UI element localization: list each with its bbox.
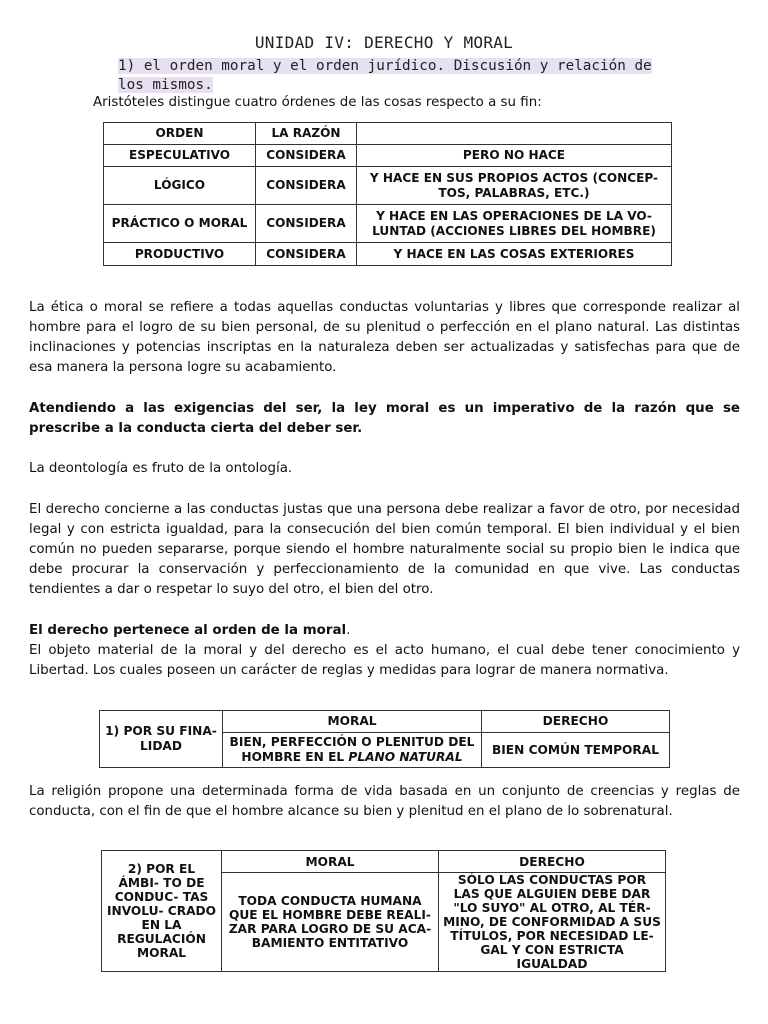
table-cell: PRODUCTIVO bbox=[104, 243, 256, 266]
section-subtitle bbox=[118, 57, 676, 95]
page-title: UNIDAD IV: DERECHO Y MORAL bbox=[254, 33, 514, 52]
table-row bbox=[104, 167, 672, 205]
row-label-cell: 2) POR EL ÁMBI- TO DE CONDUC- TAS INVOLU- CRADO EN LA REGULACIÓN MORAL bbox=[102, 851, 222, 972]
table-header-cell: DERECHO bbox=[482, 711, 670, 733]
table-cell bbox=[223, 733, 482, 768]
table-cell: Y HACE EN SUS PROPIOS ACTOS (CONCEP- TOS, PALABRAS, ETC.) bbox=[357, 167, 672, 205]
table-header-cell: MORAL bbox=[222, 851, 439, 873]
paragraph-object: El objeto material de la moral y del derecho es el acto humano, el cual debe tener conocimiento y Libertad. Los cuales poseen un carácter de reglas y medidas para lograr de manera normativa. bbox=[29, 643, 740, 678]
plano-natural-text: PLANO NATURAL bbox=[348, 750, 463, 764]
table-header-cell: LA RAZÓN bbox=[256, 123, 357, 145]
scope-table bbox=[101, 850, 666, 972]
table-cell: ESPECULATIVO bbox=[104, 145, 256, 167]
paragraph-ethics: La ética o moral se refiere a todas aquellas conductas voluntarias y libres que corresponde realizar al hombre para el logro de su bien personal, de su plenitud o perfección en el plano natural. Las distintas inclinaciones y potencias inscriptas en la naturaleza deben ser actualizadas y satisfechas para que de esa manera la persona logre su acabamiento. bbox=[29, 300, 740, 375]
intro-text: Aristóteles distingue cuatro órdenes de las cosas respecto a su fin: bbox=[93, 95, 542, 110]
table-header-cell: DERECHO bbox=[439, 851, 666, 873]
table-header-row bbox=[102, 851, 666, 873]
table-cell: TODA CONDUCTA HUMANA QUE EL HOMBRE DEBE REALI- ZAR PARA LOGRO DE SU ACA- BAMIENTO ENTITATIVO bbox=[222, 873, 439, 972]
table-cell: Y HACE EN LAS OPERACIONES DE LA VO- LUNTAD (ACCIONES LIBRES DEL HOMBRE) bbox=[357, 205, 672, 243]
moral-purpose-text: BIEN, PERFECCIÓN O PLENITUD DEL HOMBRE EN EL bbox=[229, 735, 475, 764]
law-moral-bold: El derecho pertenece al orden de la moral bbox=[29, 623, 347, 638]
table-header-cell: MORAL bbox=[223, 711, 482, 733]
paragraph-deontology: La deontología es fruto de la ontología. bbox=[29, 461, 293, 476]
paragraph-law: El derecho concierne a las conductas justas que una persona debe realizar a favor de otro, por necesidad legal y con estricta igualdad, para la consecución del bien común temporal. El bien individual y el bien común no pueden separarse, porque siendo el hombre naturalmente social su propio bien le indica que debe procurar la conservación y perfeccionamiento de la comunidad en que vive. Las conductas tendientes a dar o respetar lo suyo del otro, el bien del otro. bbox=[29, 502, 740, 597]
table-cell: LÓGICO bbox=[104, 167, 256, 205]
table-cell: CONSIDERA bbox=[256, 205, 357, 243]
table-cell: SÓLO LAS CONDUCTAS POR LAS QUE ALGUIEN DEBE DAR "LO SUYO" AL OTRO, AL TÉR- MINO, DE CONFORMIDAD A SUS TÍTULOS, POR NECESIDAD LE- GAL Y CON ESTRICTA IGUALDAD bbox=[439, 873, 666, 972]
table-row bbox=[104, 205, 672, 243]
table-cell: CONSIDERA bbox=[256, 167, 357, 205]
table-row bbox=[104, 243, 672, 266]
paragraph-religion: La religión propone una determinada forma de vida basada en un conjunto de creencias y reglas de conducta, con el fin de que el hombre alcance su bien y plenitud en el plano de lo sobrenatural. bbox=[29, 784, 740, 819]
paragraph-law-moral bbox=[29, 621, 740, 641]
law-moral-tail: . bbox=[346, 623, 351, 638]
table-cell: PRÁCTICO O MORAL bbox=[104, 205, 256, 243]
table-cell: CONSIDERA bbox=[256, 243, 357, 266]
table-cell: BIEN COMÚN TEMPORAL bbox=[482, 733, 670, 768]
table-cell: Y HACE EN LAS COSAS EXTERIORES bbox=[357, 243, 672, 266]
subtitle-text: 1) el orden moral y el orden jurídico. Discusión y relación de los mismos. bbox=[118, 58, 652, 93]
paragraph-moral-law: Atendiendo a las exigencias del ser, la ley moral es un imperativo de la razón que se prescribe a la conducta cierta del deber ser. bbox=[29, 401, 740, 436]
table-header-row bbox=[100, 711, 670, 733]
table-header-row bbox=[104, 123, 672, 145]
table-row bbox=[104, 145, 672, 167]
table-cell: CONSIDERA bbox=[256, 145, 357, 167]
table-cell: PERO NO HACE bbox=[357, 145, 672, 167]
table-header-cell: ORDEN bbox=[104, 123, 256, 145]
row-label-cell: 1) POR SU FINA- LIDAD bbox=[100, 711, 223, 768]
orders-table bbox=[103, 122, 672, 266]
table-header-cell bbox=[357, 123, 672, 145]
purpose-table bbox=[99, 710, 670, 768]
